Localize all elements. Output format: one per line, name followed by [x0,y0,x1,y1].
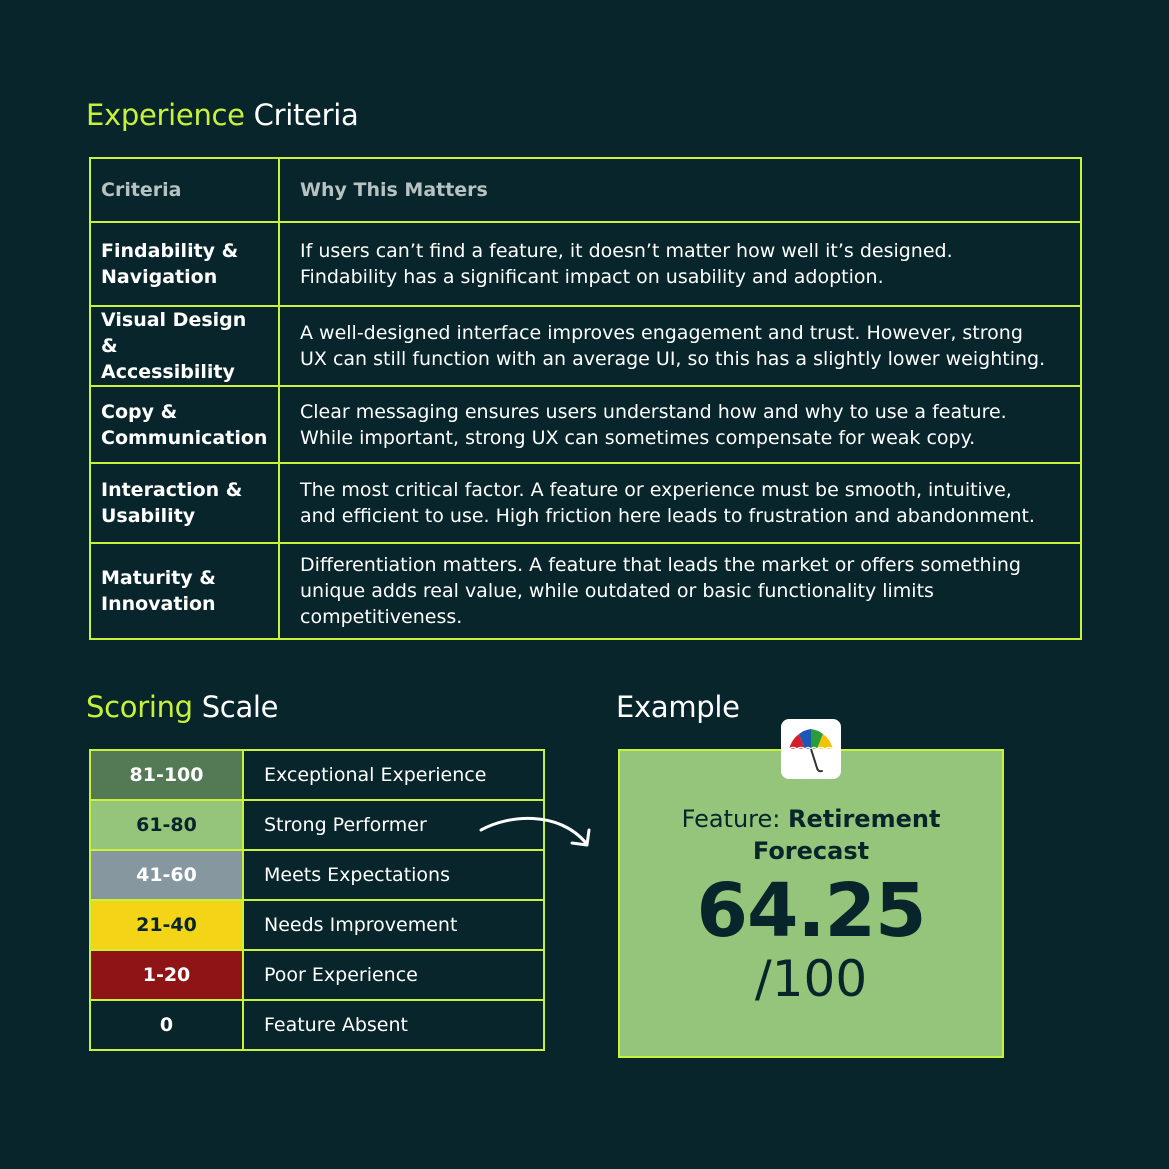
criteria-table [89,157,1082,640]
example-score-suffix: /100 [754,950,868,1008]
score-label: Strong Performer [243,800,544,850]
score-label: Needs Improvement [243,900,544,950]
score-label: Feature Absent [243,1000,544,1050]
criteria-row [90,386,1081,463]
score-row [90,900,544,950]
score-range: 0 [90,1000,243,1050]
score-row [90,850,544,900]
criteria-row [90,306,1081,386]
criteria-name: Visual Design & Accessibility [90,306,279,386]
example-score: 64.25 [696,868,926,954]
feature-name-line1: Retirement [788,805,941,833]
umbrella-icon [781,719,841,779]
criteria-header-criteria: Criteria [90,158,279,222]
curved-arrow-icon [478,805,598,851]
example-card [618,749,1004,1058]
criteria-why: A well-designed interface improves engagement and trust. However, strong UX can still function with an average UI, so this has a slightly lower weighting. [279,306,1081,386]
score-label: Exceptional Experience [243,750,544,800]
score-row [90,1000,544,1050]
score-label: Poor Experience [243,950,544,1000]
feature-prefix: Feature: [681,805,781,833]
score-range: 41-60 [90,850,243,900]
criteria-row [90,463,1081,543]
criteria-section-title [86,98,358,132]
score-range: 1-20 [90,950,243,1000]
scoring-title-rest: Scale [201,690,279,724]
scoring-table [89,749,545,1051]
criteria-why: If users can’t find a feature, it doesn’t matter how well it’s designed. Findability has a significant impact on usability and adoption. [279,222,1081,306]
score-row [90,800,544,850]
criteria-name: Findability & Navigation [90,222,279,306]
feature-name [620,803,1002,867]
criteria-row [90,543,1081,639]
scoring-section-title [86,690,278,724]
criteria-name: Copy & Communication [90,386,279,463]
criteria-row [90,222,1081,306]
score-range: 81-100 [90,750,243,800]
criteria-why: Clear messaging ensures users understand how and why to use a feature. While important, strong UX can sometimes compensate for weak copy. [279,386,1081,463]
criteria-name: Maturity & Innovation [90,543,279,639]
score-row [90,950,544,1000]
criteria-why: Differentiation matters. A feature that leads the market or offers something unique adds real value, while outdated or basic functionality limits competitiveness. [279,543,1081,639]
score-row [90,750,544,800]
brand-logo [781,719,841,779]
criteria-title-accent: Experience [86,98,245,132]
example-section-title: Example [616,690,740,724]
scoring-title-accent: Scoring [86,690,193,724]
criteria-title-rest: Criteria [253,98,359,132]
score-range: 21-40 [90,900,243,950]
score-label: Meets Expectations [243,850,544,900]
score-range: 61-80 [90,800,243,850]
criteria-header-row [90,158,1081,222]
feature-name-line2: Forecast [752,837,870,865]
criteria-name: Interaction & Usability [90,463,279,543]
criteria-header-why: Why This Matters [279,158,1081,222]
criteria-why: The most critical factor. A feature or experience must be smooth, intuitive, and efficient to use. High friction here leads to frustration and abandonment. [279,463,1081,543]
